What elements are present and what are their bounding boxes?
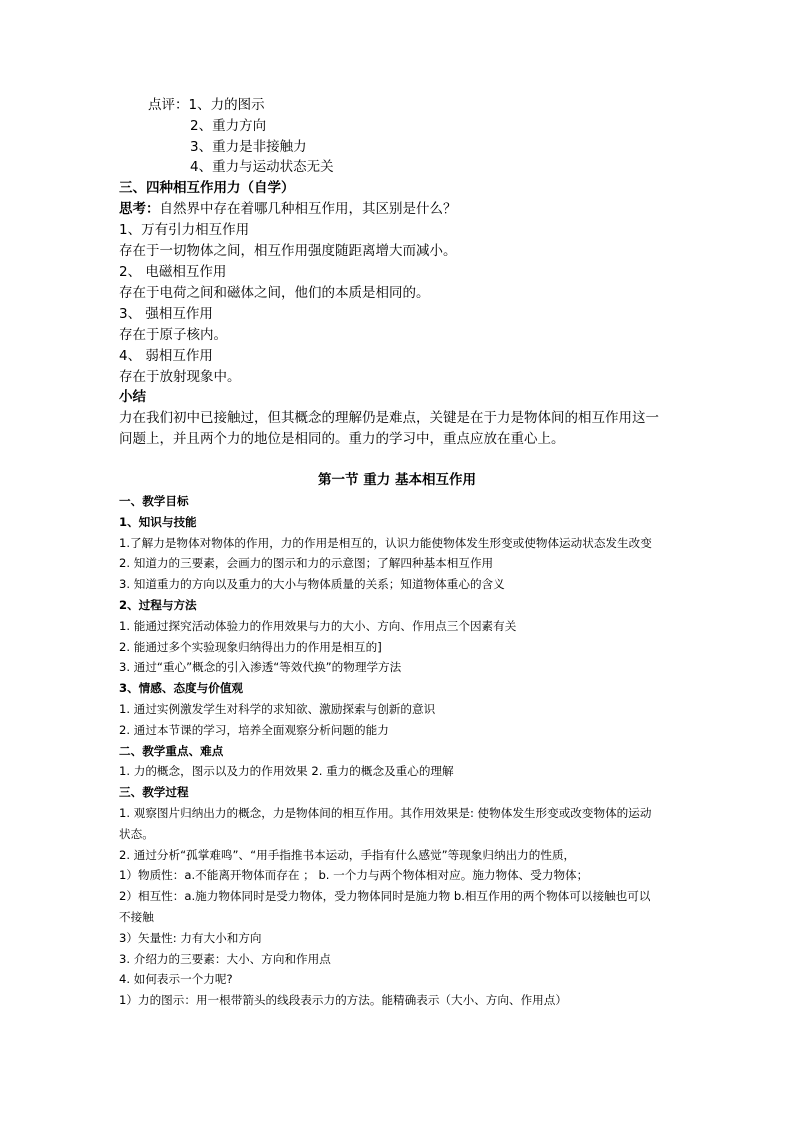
key-text: 1. 力的概念，图示以及力的作用效果 2. 重力的概念及重心的理解 — [119, 764, 454, 778]
summary-line: 力在我们初中已接触过，但其概念的理解仍是难点，关键是在于力是物体间的相互作用这一 — [119, 410, 659, 426]
procedure-line: 3. 介绍力的三要素：大小、方向和作用点 — [119, 952, 331, 966]
review-line-1 — [148, 99, 265, 113]
goals-heading: 一、教学目标 — [119, 494, 189, 508]
knowledge-heading: 1、知识与技能 — [119, 515, 197, 529]
review-item: 1、力的图示 — [188, 97, 265, 113]
procedure-line: 1）物质性：a.不能离开物体而存在 ； b. 一个力与两个物体相对应。施力物体、受力物体； — [119, 868, 589, 882]
force-title: 3、 强相互作用 — [119, 306, 213, 322]
knowledge-item: 3. 知道重力的方向以及重力的大小与物体质量的关系；知道物体重心的含义 — [119, 577, 505, 591]
review-item: 4、重力与运动状态无关 — [190, 159, 334, 175]
procedure-line: 4. 如何表示一个力呢? — [119, 972, 233, 986]
procedure-line: 2）相互性：a.施力物体同时是受力物体，受力物体同时是施力物 b.相互作用的两个物体可以接触也可以 — [119, 889, 651, 903]
section-heading: 三、四种相互作用力（自学） — [119, 180, 295, 196]
procedure-line: 2. 通过分析“孤掌难鸣”、“用手指推书本运动，手指有什么感觉”等现象归纳出力的性质， — [119, 848, 576, 862]
force-desc: 存在于电荷之间和磁体之间，他们的本质是相同的。 — [119, 285, 430, 301]
process-item: 2. 能通过多个实验现象归纳得出力的作用是相互的] — [119, 640, 382, 654]
attitude-item: 2. 通过本节课的学习，培养全面观察分析问题的能力 — [119, 723, 389, 737]
force-desc: 存在于一切物体之间，相互作用强度随距离增大而减小。 — [119, 243, 457, 259]
procedure-line: 3）矢量性: 力有大小和方向 — [119, 931, 262, 945]
process-item: 1. 能通过探究活动体验力的作用效果与力的大小、方向、作用点三个因素有关 — [119, 619, 517, 633]
force-title: 1、万有引力相互作用 — [119, 222, 250, 238]
think-question — [119, 203, 457, 217]
review-item: 2、重力方向 — [190, 118, 267, 134]
think-label: 思考： — [119, 201, 160, 217]
procedure-line: 1. 观察图片归纳出力的概念，力是物体间的相互作用。其作用效果是: 使物体发生形变或改变物体的运动 — [119, 806, 652, 820]
procedure-line: 状态。 — [119, 827, 154, 841]
force-desc: 存在于原子核内。 — [119, 327, 227, 343]
knowledge-item: 2. 知道力的三要素，会画力的图示和力的示意图；了解四种基本相互作用 — [119, 556, 494, 570]
summary-line: 问题上，并且两个力的地位是相同的。重力的学习中，重点应放在重心上。 — [119, 431, 565, 447]
summary-heading: 小结 — [119, 389, 146, 405]
procedure-line: 1）力的图示：用一根带箭头的线段表示力的方法。能精确表示（大小、方向、作用点） — [119, 993, 567, 1007]
review-item: 3、重力是非接触力 — [190, 139, 307, 155]
attitude-heading: 3、情感、态度与价值观 — [119, 681, 244, 695]
force-title: 2、 电磁相互作用 — [119, 264, 227, 280]
think-text: 自然界中存在着哪几种相互作用，其区别是什么？ — [159, 201, 457, 217]
process-item: 3. 通过“重心”概念的引入渗透“等效代换”的物理学方法 — [119, 660, 402, 674]
review-label: 点评： — [148, 97, 189, 113]
lesson-title: 第一节 重力 基本相互作用 — [318, 472, 476, 488]
procedure-line: 不接触 — [119, 910, 154, 924]
procedure-heading: 三、教学过程 — [119, 785, 189, 799]
process-heading: 2、过程与方法 — [119, 598, 197, 612]
attitude-item: 1. 通过实例激发学生对科学的求知欲、激励探索与创新的意识 — [119, 702, 436, 716]
key-heading: 二、教学重点、难点 — [119, 744, 224, 758]
force-desc: 存在于放射现象中。 — [119, 369, 241, 385]
force-title: 4、 弱相互作用 — [119, 348, 213, 364]
knowledge-item: 1.了解力是物体对物体的作用，力的作用是相互的，认识力能使物体发生形变或使物体运动状态发生改变 — [119, 536, 652, 550]
